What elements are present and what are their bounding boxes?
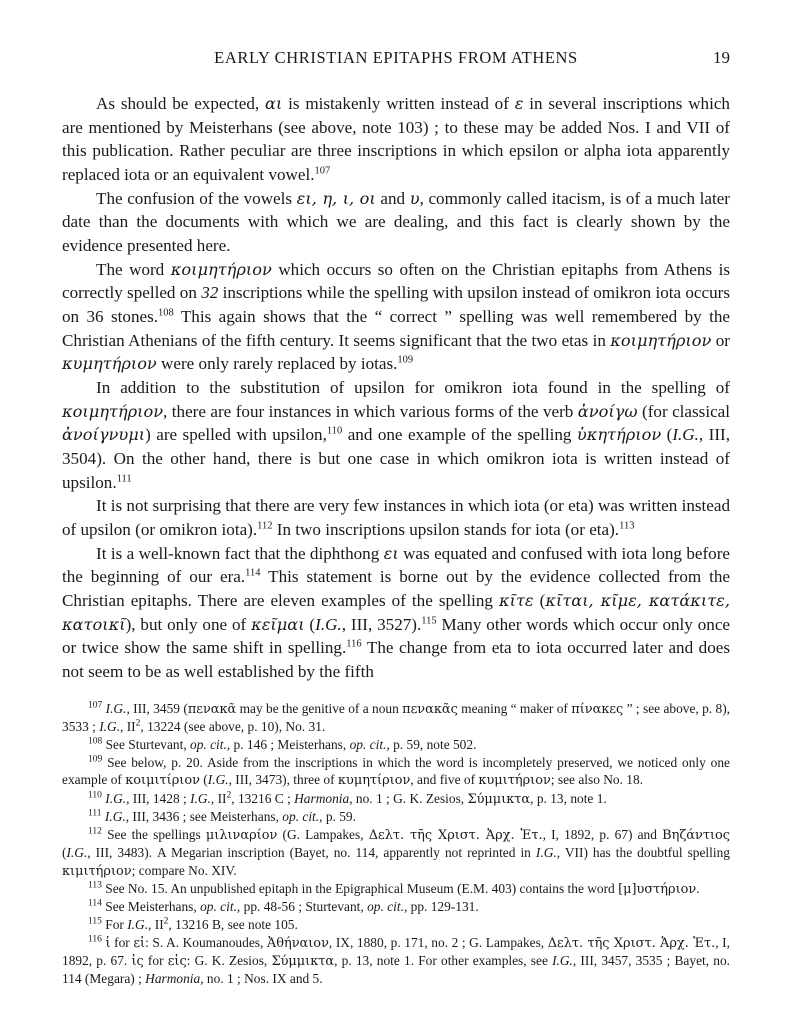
page-title: EARLY CHRISTIAN EPITAPHS FROM ATHENS bbox=[214, 48, 578, 67]
footnotes bbox=[62, 700, 730, 988]
paragraph: It is not surprising that there are very few instances in which iota (or eta) was written instead of upsilon (or omikron iota).$^{112}$ In two inscriptions upsilon stands for iota (or eta).$^{113}$ bbox=[62, 496, 730, 540]
footnote: $^{110}$ I.G., III, 1428 ; I.G., $II^2$, 13216 C ; Harmonia, no. 1 ; G. K. Zesios, Σύμμικτα, p. 13, note 1. bbox=[88, 790, 607, 807]
footnote: $^{115}$ For I.G., $II^2$, 13216 B, see note 105. bbox=[88, 916, 298, 932]
footnote: $^{116}$ ἰ for εἰ: S. A. Koumanoudes, Ἀθήναιον, IX, 1880, p. 171, no. 2 ; G. Lampakes, Δελτ. τῆς Χριστ. Ἀρχ. Ἑτ., I, 1892, p. 67. ἰς for εἰς: G. K. Zesios, Σύμμικτα, p. 13, note 1. For other examples, see I.G., III, 3457, 3535 ; Bayet, no. 114 (Megara) ; Harmonia, no. 1 ; Nos. IX and 5. bbox=[62, 934, 731, 986]
running-head bbox=[62, 48, 730, 74]
paragraph: It is a well-known fact that the diphthong ει was equated and confused with iota long before the beginning of our era.$^{114}$ This statement is borne out by the evidence collected from the Christian epitaphs. There are eleven examples of the spelling κῖτε (κῖται, κῖμε, κατάκιτε, κατοικῖ), but only one of κεῖμαι (I.G., III, 3527).$^{115}$ Many other words which occur only once or twice show the same shift in spelling.$^{116}$ The change from eta to iota occurred later and does not seem to be as well established by the fifth bbox=[62, 543, 731, 682]
paragraph: As should be expected, αι is mistakenly written instead of ε in several inscriptions which are mentioned by Meisterhans (see above, note 103) ; to these may be added Nos. I and VII of this publication. Rather peculiar are three inscriptions in which epsilon or alpha iota apparently replaced iota or an equivalent vowel.$^{107}$ bbox=[62, 94, 730, 185]
footnote: $^{109}$ See below, p. 20. Aside from the inscriptions in which the word is incompletely preserved, we noticed only one example of κοιμιτίριον (I.G., III, 3473), three of κυμητίριον, and five of κυμιτήριον; see also No. 18. bbox=[62, 754, 730, 789]
body-text bbox=[62, 92, 730, 684]
paragraph: The confusion of the vowels ει, η, ι, οι and υ, commonly called itacism, is of a much later date than the documents with which we are dealing, and this fact is clearly shown by the evidence presented here. bbox=[62, 188, 730, 256]
footnote: $^{112}$ See the spellings μιλιναρίον (G. Lampakes, Δελτ. τῆς Χριστ. Ἀρχ. Ἑτ., I, 1892, p. 67) and Βηζάντιος (I.G., III, 3483). A Megarian inscription (Bayet, no. 114, apparently not reprinted in I.G., VII) has the doubtful spelling κιμιτήριον; compare No. XIV. bbox=[62, 826, 731, 879]
paragraph: The word κοιμητήριον which occurs so often on the Christian epitaphs from Athens is correctly spelled on 32 inscriptions while the spelling with upsilon instead of omikron iota occurs on 36 stones.$^{108}$ This again shows that the “ correct ” spelling was well remembered by the Christian Athenians of the fifth century. It seems significant that the two etas in κοιμητήριον or κυμητήριον were only rarely replaced by iotas.$^{109}$ bbox=[62, 259, 730, 374]
page-number: 19 bbox=[713, 48, 730, 67]
paragraph: In addition to the substitution of upsilon for omikron iota found in the spelling of κοιμητήριον, there are four instances in which various forms of the verb ἀνοίγω (for classical ἀνοίγνυμι) are spelled with upsilon,$^{110}$ and one example of the spelling ὑκητήριον (I.G., III, 3504). On the other hand, there is but one case in which omikron iota is written instead of upsilon.$^{111}$ bbox=[62, 378, 730, 492]
footnote: $^{107}$ I.G., III, 3459 (πενακᾶ may be the genitive of a noun πενακᾶς meaning “ maker of πίνακες ” ; see above, p. 8), 3533 ; I.G., $II^2$, 13224 (see above, p. 10), No. 31. bbox=[62, 700, 731, 734]
footnote: $^{108}$ See Sturtevant, op. cit., p. 146 ; Meisterhans, op. cit., p. 59, note 502. bbox=[88, 736, 477, 752]
footnote: $^{114}$ See Meisterhans, op. cit., pp. 48-56 ; Sturtevant, op. cit., pp. 129-131. bbox=[88, 898, 479, 914]
footnote: $^{111}$ I.G., III, 3436 ; see Meisterhans, op. cit., p. 59. bbox=[88, 808, 356, 824]
footnote: $^{113}$ See No. 15. An unpublished epitaph in the Epigraphical Museum (E.M. 403) contains the word [μ]υστήριον. bbox=[88, 880, 700, 897]
